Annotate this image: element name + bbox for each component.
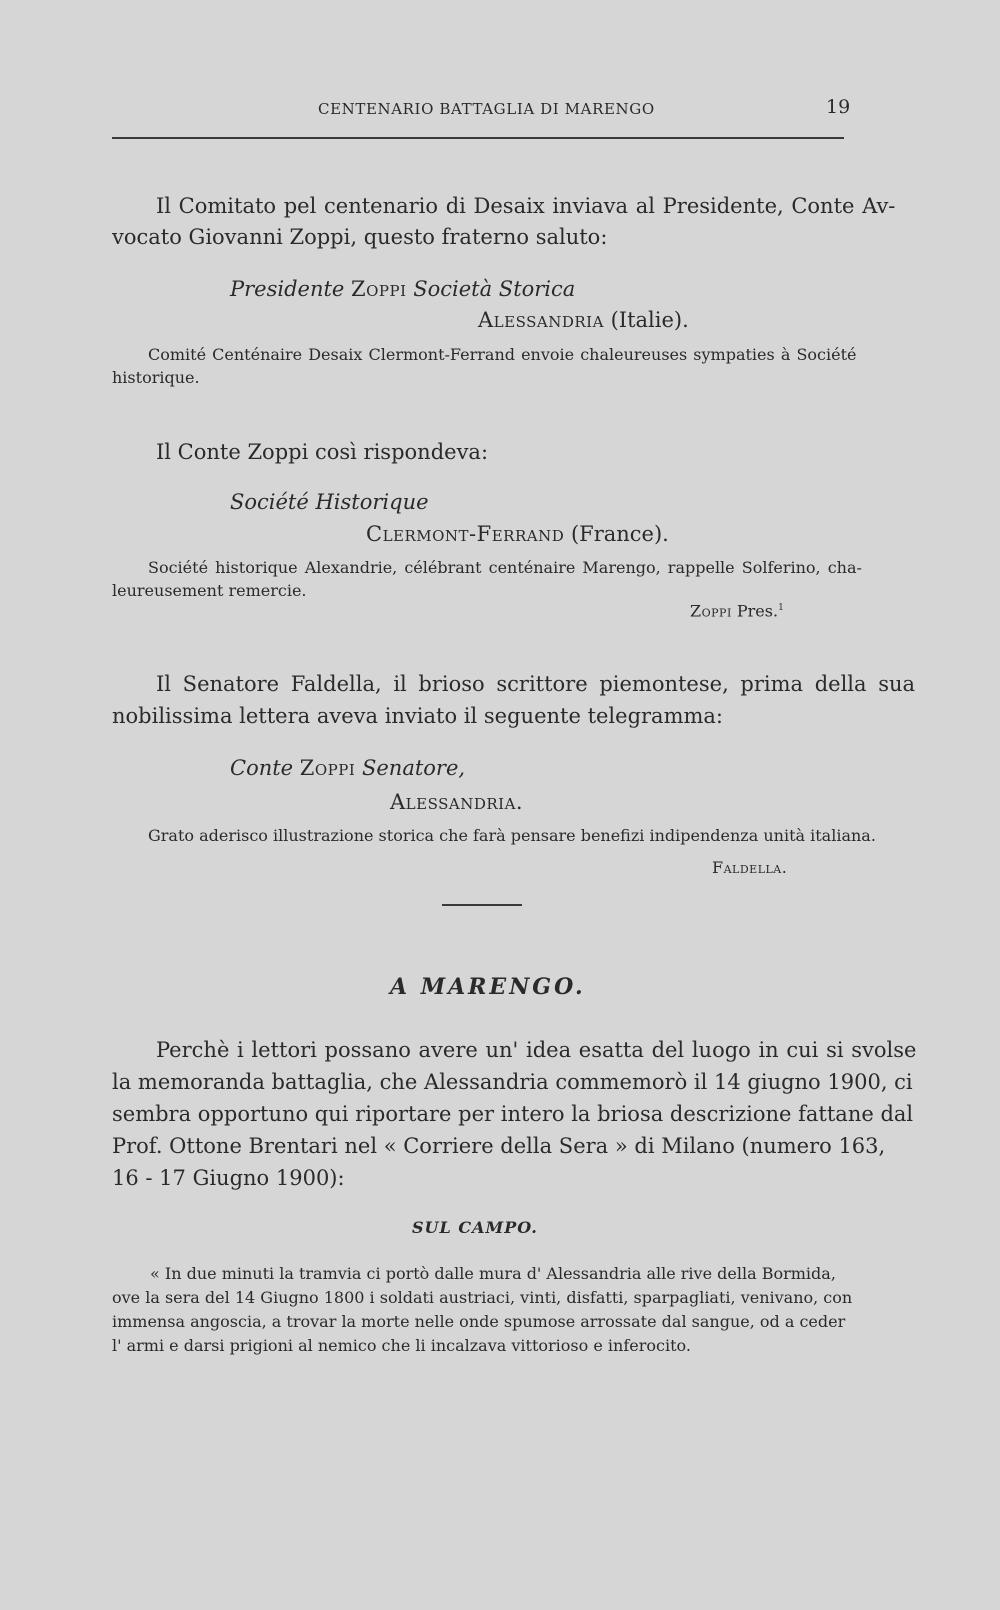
section1-address-line2 — [478, 304, 689, 336]
addr-clermont-ferrand: Clermont-Ferrand — [366, 522, 565, 546]
section2-address-line2 — [366, 518, 669, 550]
quote-line2: ove la sera del 14 Giugno 1800 i soldati austriaci, vinti, disfatti, sparpagliati, venivano, con — [112, 1288, 853, 1307]
article-para-line4: Prof. Ottone Brentari nel « Corriere della Sera » di Milano (numero 163, — [112, 1134, 886, 1158]
addr-conte: Conte — [230, 756, 294, 780]
section2-telegram-line1: Société historique Alexandrie, célébrant centénaire Marengo, rappelle Solferino, cha- — [148, 558, 862, 577]
section3-address-line1 — [230, 752, 465, 784]
addr-zoppi-2: Zoppi — [299, 756, 356, 780]
addr-senatore: Senatore, — [361, 756, 466, 780]
section3-telegram: Grato aderisco illustrazione storica che farà pensare benefizi indipendenza unità italiana. — [148, 826, 876, 845]
signature-zoppi: Zoppi — [690, 601, 732, 621]
section2-intro: Il Conte Zoppi così rispondeva: — [156, 440, 489, 464]
quote-line1: « In due minuti la tramvia ci portò dalle mura d' Alessandria alle rive della Bormida, — [150, 1264, 836, 1283]
article-subtitle: SUL CAMPO. — [412, 1218, 538, 1237]
section1-intro-line2: vocato Giovanni Zoppi, questo fraterno saluto: — [112, 225, 608, 249]
section2-signature — [690, 597, 784, 622]
addr-italie: (Italie). — [610, 308, 689, 332]
addr-zoppi: Zoppi — [351, 277, 407, 301]
quote-line3: immensa angoscia, a trovar la morte nelle onde spumose arrossate dal sangue, od a ceder — [112, 1312, 846, 1331]
section1-telegram-line2: historique. — [112, 368, 200, 387]
signature-pres: Pres. — [736, 601, 779, 621]
section2-address-line1: Société Historique — [230, 490, 429, 514]
section3-intro-line2: nobilissima lettera aveva inviato il seguente telegramma: — [112, 704, 723, 728]
addr-france: (France). — [570, 522, 669, 546]
page-number: 19 — [826, 96, 851, 118]
article-para-line5: 16 - 17 Giugno 1900): — [112, 1166, 345, 1190]
header-rule — [112, 137, 844, 139]
footnote-marker: 1 — [778, 603, 784, 613]
section3-address-line2: Alessandria. — [390, 790, 524, 814]
running-header: CENTENARIO BATTAGLIA DI MARENGO — [318, 100, 655, 118]
article-para-line2: la memoranda battaglia, che Alessandria commemorò il 14 giugno 1900, ci — [112, 1070, 913, 1094]
quote-line4: l' armi e darsi prigioni al nemico che li incalzava vittorioso e inferocito. — [112, 1336, 691, 1355]
addr-societa-storica: Società Storica — [413, 277, 576, 301]
section1-telegram-line1: Comité Centénaire Desaix Clermont-Ferrand envoie chaleureuses sympaties à Société — [148, 345, 857, 364]
article-para-line1: Perchè i lettori possano avere un' idea esatta del luogo in cui si svolse — [156, 1038, 917, 1062]
section-divider — [442, 904, 522, 906]
section1-address-line1 — [230, 273, 575, 305]
section2-telegram-line2: leureusement remercie. — [112, 581, 307, 600]
section1-intro-line1: Il Comitato pel centenario di Desaix inviava al Presidente, Conte Av- — [156, 194, 896, 218]
section3-intro-line1: Il Senatore Faldella, il brioso scrittore piemontese, prima della sua — [156, 672, 916, 696]
addr-presidente: Presidente — [230, 277, 345, 301]
article-para-line3: sembra opportuno qui riportare per intero la briosa descrizione fattane dal — [112, 1102, 914, 1126]
addr-alessandria: Alessandria — [478, 308, 604, 332]
section3-signature: Faldella. — [712, 858, 788, 877]
article-title: A MARENGO. — [390, 974, 586, 1000]
